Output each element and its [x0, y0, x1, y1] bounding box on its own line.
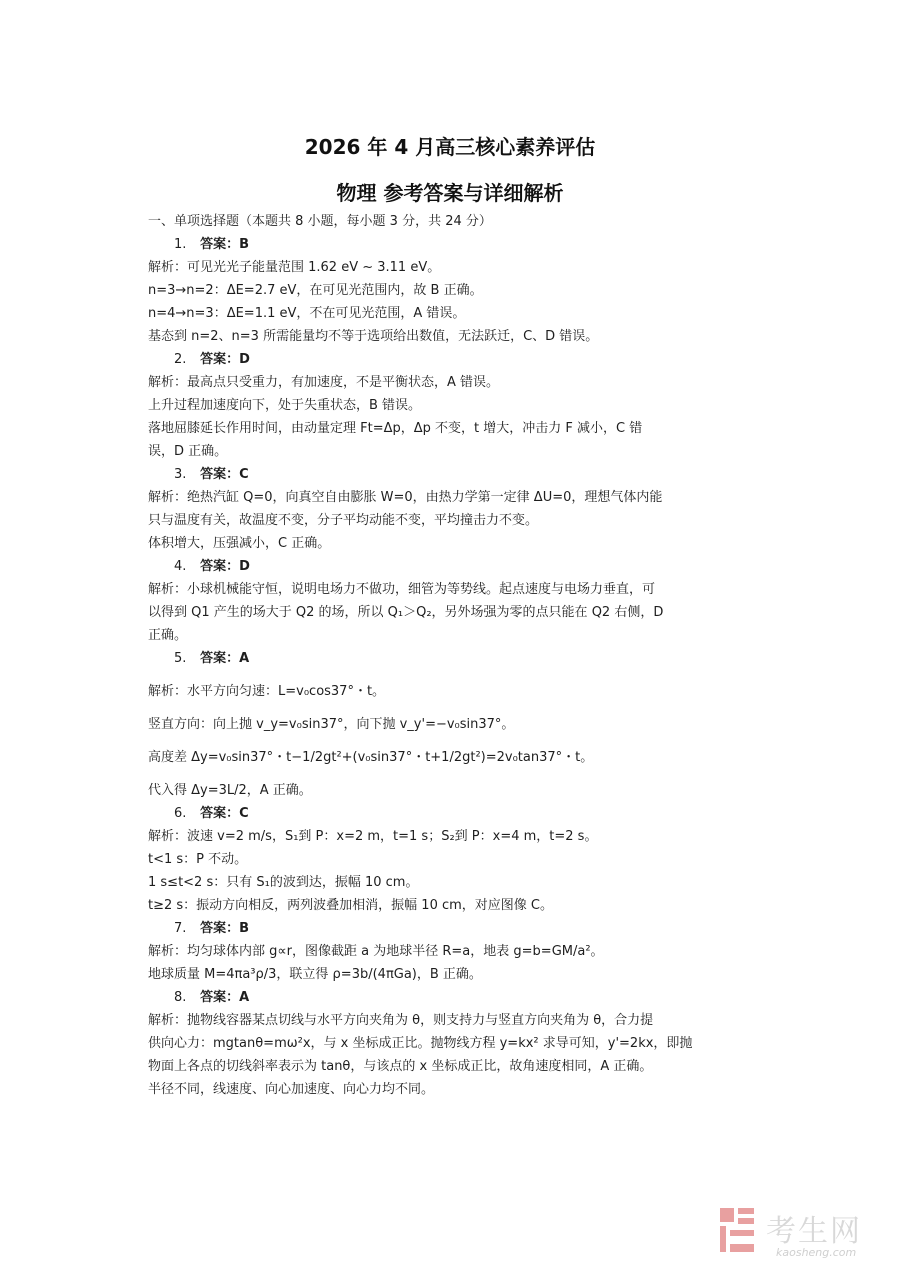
question-number: 3.: [174, 467, 187, 482]
explanation-line: 上升过程加速度向下，处于失重状态，B 错误。: [148, 398, 422, 413]
watermark-site: kaosheng.com: [776, 1246, 857, 1259]
question-answer: 答案：D: [200, 559, 250, 574]
question-number: 5.: [174, 651, 187, 666]
explanation-line: 基态到 n=2、n=3 所需能量均不等于选项给出数值，无法跃迁，C、D 错误。: [148, 329, 599, 344]
explanation-line: 1 s≤t<2 s：只有 S₁的波到达，振幅 10 cm。: [148, 875, 419, 890]
watermark: [718, 1204, 878, 1262]
section-heading: 一、单项选择题（本题共 8 小题，每小题 3 分，共 24 分）: [148, 214, 492, 229]
explanation-line: 地球质量 M=4πa³ρ/3，联立得 ρ=3b/(4πGa)，B 正确。: [148, 967, 482, 982]
explanation-line: 供向心力：mgtanθ=mω²x，与 x 坐标成正比。抛物线方程 y=kx² 求导可知，y'=2kx，即抛: [148, 1036, 693, 1051]
question-4-header: [148, 555, 748, 578]
explanation-line: t≥2 s：振动方向相反，两列波叠加相消，振幅 10 cm，对应图像 C。: [148, 898, 553, 913]
question-3-header: [148, 463, 748, 486]
explanation-line: 解析：小球机械能守恒，说明电场力不做功，细管为等势线。起点速度与电场力垂直，可: [148, 582, 656, 597]
question-2-header: [148, 348, 748, 371]
question-answer: 答案：D: [200, 352, 250, 367]
document-title: 2026 年 4 月高三核心素养评估: [304, 135, 596, 159]
question-number: 7.: [174, 921, 187, 936]
question-number: 2.: [174, 352, 187, 367]
explanation-line: 以得到 Q1 产生的场大于 Q2 的场，所以 Q₁＞Q₂，另外场强为零的点只能在 Q2 右侧，D: [148, 605, 664, 620]
explanation-line: 半径不同，线速度、向心加速度、向心力均不同。: [148, 1082, 435, 1097]
question-answer: 答案：C: [200, 467, 249, 482]
explanation-line: 只与温度有关，故温度不变，分子平均动能不变，平均撞击力不变。: [148, 513, 539, 528]
explanation-line: 正确。: [148, 628, 188, 643]
question-number: 6.: [174, 806, 187, 821]
explanation-line: 解析：可见光光子能量范围 1.62 eV ~ 3.11 eV。: [148, 260, 441, 275]
explanation-line: 解析：绝热汽缸 Q=0，向真空自由膨胀 W=0，由热力学第一定律 ΔU=0，理想气体内能: [148, 490, 663, 505]
question-number: 4.: [174, 559, 187, 574]
question-answer: 答案：A: [200, 990, 250, 1005]
explanation-line: 落地屈膝延长作用时间，由动量定理 Ft=Δp，Δp 不变，t 增大，冲击力 F 减小，C 错: [148, 421, 643, 436]
explanation-line: n=3→n=2：ΔE=2.7 eV，在可见光范围内，故 B 正确。: [148, 283, 483, 298]
answer-body: [148, 210, 748, 1101]
question-answer: 答案：C: [200, 806, 249, 821]
explanation-line: n=4→n=3：ΔE=1.1 eV，不在可见光范围，A 错误。: [148, 306, 466, 321]
question-7-header: [148, 917, 748, 940]
explanation-line: 解析：水平方向匀速：L=v₀cos37°・t。: [148, 684, 386, 699]
explanation-line: 解析：抛物线容器某点切线与水平方向夹角为 θ，则支持力与竖直方向夹角为 θ，合力提: [148, 1013, 654, 1028]
question-number: 1.: [174, 237, 187, 252]
question-5-header: [148, 647, 748, 670]
question-answer: 答案：A: [200, 651, 250, 666]
explanation-line: 解析：最高点只受重力，有加速度，不是平衡状态，A 错误。: [148, 375, 500, 390]
question-answer: 答案：B: [200, 921, 250, 936]
explanation-line: 解析：波速 v=2 m/s，S₁到 P：x=2 m，t=1 s；S₂到 P：x=4 m，t=2 s。: [148, 829, 598, 844]
explanation-line: 体积增大，压强减小，C 正确。: [148, 536, 331, 551]
document-subtitle: 物理 参考答案与详细解析: [336, 181, 564, 205]
explanation-line: 解析：均匀球体内部 g∝r，图像截距 a 为地球半径 R=a，地表 g=b=GM/a²。: [148, 944, 604, 959]
watermark-logo-icon: [718, 1204, 758, 1256]
watermark-brand: 考生网: [766, 1214, 862, 1249]
question-8-header: [148, 986, 748, 1009]
explanation-line: t<1 s：P 不动。: [148, 852, 248, 867]
explanation-line: 代入得 Δy=3L/2，A 正确。: [148, 783, 312, 798]
question-1-header: [148, 233, 748, 256]
explanation-line: 误，D 正确。: [148, 444, 228, 459]
explanation-line: 物面上各点的切线斜率表示为 tanθ，与该点的 x 坐标成正比，故角速度相同，A 正确。: [148, 1059, 653, 1074]
question-6-header: [148, 802, 748, 825]
question-answer: 答案：B: [200, 237, 250, 252]
question-number: 8.: [174, 990, 187, 1005]
explanation-line: 竖直方向：向上抛 v_y=v₀sin37°，向下抛 v_y'=−v₀sin37°。: [148, 717, 515, 732]
explanation-line: 高度差 Δy=v₀sin37°・t−1/2gt²+(v₀sin37°・t+1/2gt²)=2v₀tan37°・t。: [148, 750, 594, 765]
